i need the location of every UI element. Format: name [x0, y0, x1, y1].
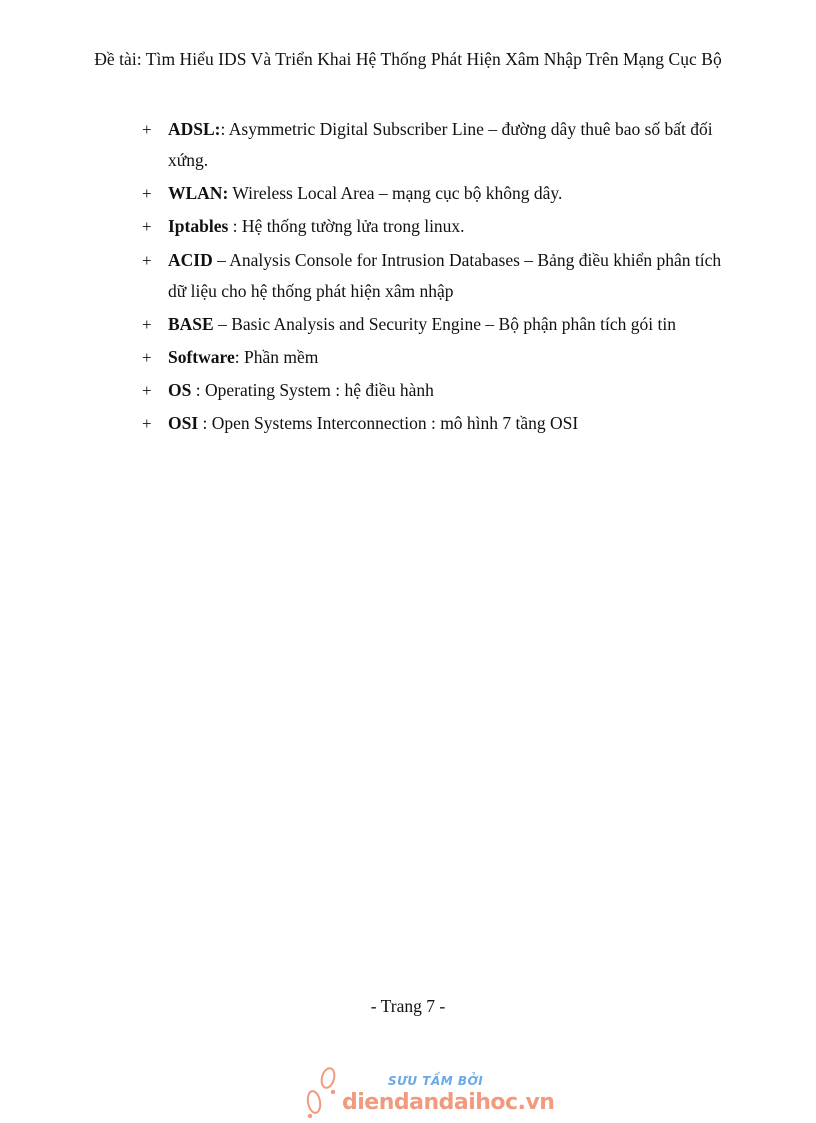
glossary-item-base	[142, 309, 732, 340]
glossary-term: BASE	[168, 314, 214, 334]
watermark-domain: diendandaihoc.vn	[342, 1090, 555, 1115]
glossary-definition: : Asymmetric Digital Subscriber Line – đường dây thuê bao số bất đối xứng.	[168, 119, 713, 170]
glossary-definition: Wireless Local Area – mạng cục bộ không dây.	[228, 183, 563, 203]
glossary-term: OS	[168, 380, 192, 400]
glossary-definition: : Operating System : hệ điều hành	[191, 380, 434, 400]
glossary-item-acid	[142, 245, 732, 307]
watermark-tagline: SƯU TẦM BỞI	[388, 1074, 484, 1088]
glossary-term: Iptables	[168, 216, 229, 236]
glossary-item-adsl	[142, 114, 732, 176]
glossary-definition: : Phần mềm	[234, 347, 319, 367]
page-number: - Trang 7 -	[370, 996, 446, 1016]
glossary-item-os	[142, 375, 732, 406]
glossary-item-iptables	[142, 211, 732, 242]
glossary-term: OSI	[168, 413, 199, 433]
glossary-term: Software	[168, 347, 235, 367]
glossary-definition: : Hệ thống tường lửa trong linux.	[228, 216, 465, 236]
glossary-item-osi	[142, 408, 732, 439]
page-header-title: Đề tài: Tìm Hiểu IDS Và Triển Khai Hệ Thống Phát Hiện Xâm Nhập Trên Mạng Cục Bộ	[94, 49, 722, 69]
glossary-term: WLAN:	[168, 183, 229, 203]
bullet-marker: +	[142, 315, 152, 334]
bullet-marker: +	[142, 120, 152, 139]
bullet-marker: +	[142, 217, 152, 236]
glossary-term: ACID	[168, 250, 213, 270]
glossary-definition: – Analysis Console for Intrusion Databases – Bảng điều khiển phân tích dữ liệu cho hệ thống phát hiện xâm nhập	[168, 250, 722, 301]
bullet-marker: +	[142, 414, 152, 433]
glossary-item-wlan	[142, 178, 732, 209]
bullet-marker: +	[142, 251, 152, 270]
bullet-marker: +	[142, 184, 152, 203]
glossary-item-software	[142, 342, 732, 373]
bullet-marker: +	[142, 348, 152, 367]
bullet-marker: +	[142, 381, 152, 400]
glossary-term: ADSL:	[168, 119, 221, 139]
glossary-list	[142, 114, 732, 441]
watermark	[300, 1064, 555, 1122]
glossary-definition: : Open Systems Interconnection : mô hình 7 tầng OSI	[198, 413, 579, 433]
footprints-logo-icon	[300, 1066, 344, 1120]
glossary-definition: – Basic Analysis and Security Engine – Bộ phận phân tích gói tin	[213, 314, 676, 334]
